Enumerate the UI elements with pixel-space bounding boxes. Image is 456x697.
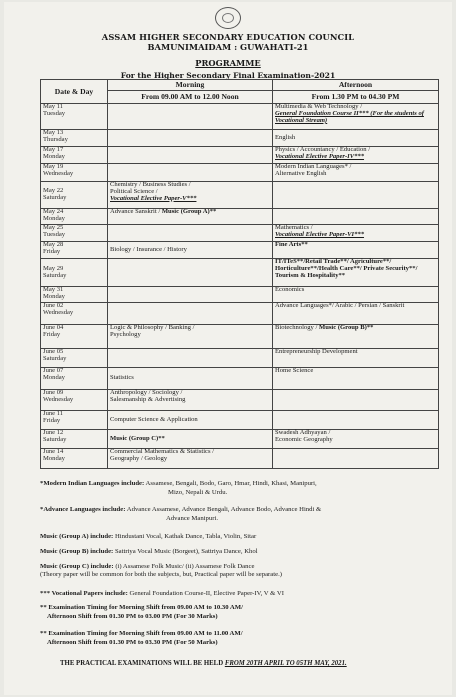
row-afternoon: Entrepreneurship Development bbox=[273, 349, 439, 368]
table-row bbox=[41, 164, 439, 182]
row-morning bbox=[108, 259, 273, 287]
row-morning bbox=[108, 225, 273, 242]
row-afternoon: Multimedia & Web Technology / General Foundation Course II*** (For the students of Vocational Stream) bbox=[273, 104, 439, 130]
row-date: June 04 Friday bbox=[41, 325, 108, 349]
row-afternoon: Biotechnology / Music (Group B)** bbox=[273, 325, 439, 349]
row-morning bbox=[108, 303, 273, 325]
practical-exam-footer: THE PRACTICAL EXAMINATIONS WILL BE HELD FROM 20TH APRIL TO 05TH MAY, 2021. bbox=[60, 660, 347, 667]
row-morning bbox=[108, 130, 273, 147]
row-morning: Anthropology / Sociology / Salesmanship & Advertising bbox=[108, 390, 273, 411]
row-date: May 17 Monday bbox=[41, 147, 108, 164]
row-morning: Advance Sanskrit / Music (Group A)** bbox=[108, 209, 273, 225]
row-afternoon: Home Science bbox=[273, 368, 439, 390]
row-date: May 31 Monday bbox=[41, 287, 108, 303]
header-afternoon: Afternoon bbox=[273, 80, 439, 91]
header-date-day: Date & Day bbox=[41, 80, 108, 104]
row-date: May 19 Wednesday bbox=[41, 164, 108, 182]
note-timing-50-marks: ** Examination Timing for Morning Shift from 09.00 AM to 11.00 AM/ Afternoon Shift from 01.30 PM to 03.30 PM (For 50 Marks) bbox=[40, 630, 243, 646]
row-date: June 12 Saturday bbox=[41, 430, 108, 449]
note-vocational-papers: *** Vocational Papers include: General Foundation Course-II, Elective Paper-IV, V & VI bbox=[40, 590, 284, 597]
note-music-group-b: Music (Group B) include: Sattriya Vocal Music (Borgeet), Sattriya Dance, Khol bbox=[40, 548, 258, 555]
row-morning bbox=[108, 147, 273, 164]
row-morning: Logic & Philosophy / Banking / Psychology bbox=[108, 325, 273, 349]
note-timing-30-marks: ** Examination Timing for Morning Shift from 09.00 AM to 10.30 AM/ Afternoon Shift from 01.30 PM to 03.00 PM (For 30 Marks) bbox=[40, 604, 243, 620]
row-afternoon bbox=[273, 182, 439, 209]
row-date: May 22 Saturday bbox=[41, 182, 108, 209]
note-music-group-c: Music (Group C) include: (i) Assamese Folk Music/ (ii) Assamese Folk Dance (Theory paper will be common for both the subjects, but, Practical paper will be separate.) bbox=[40, 563, 282, 579]
programme-subtitle: For the Higher Secondary Final Examination-2021 bbox=[120, 71, 336, 80]
row-date: May 13 Thursday bbox=[41, 130, 108, 147]
table-row bbox=[41, 411, 439, 430]
row-afternoon: Fine Arts** bbox=[273, 242, 439, 259]
table-row bbox=[41, 287, 439, 303]
table-row bbox=[41, 325, 439, 349]
row-date: June 09 Wednesday bbox=[41, 390, 108, 411]
header-afternoon-time: From 1.30 PM to 04.30 PM bbox=[273, 91, 439, 104]
table-row bbox=[41, 242, 439, 259]
row-date: May 24 Monday bbox=[41, 209, 108, 225]
note-music-group-a: Music (Group A) include: Hindustani Vocal, Kathak Dance, Tabla, Violin, Sitar bbox=[40, 533, 257, 540]
row-morning: Statistics bbox=[108, 368, 273, 390]
header-morning: Morning bbox=[108, 80, 273, 91]
row-morning: Commercial Mathematics & Statistics / Geography / Geology bbox=[108, 449, 273, 469]
note-advance-languages: *Advance Languages include: Advance Assamese, Advance Bengali, Advance Bodo, Advance Hindi & Advance Manipuri. bbox=[40, 506, 322, 523]
row-morning: Biology / Insurance / History bbox=[108, 242, 273, 259]
row-morning bbox=[108, 104, 273, 130]
row-afternoon bbox=[273, 390, 439, 411]
row-date: June 14 Monday bbox=[41, 449, 108, 469]
table-row bbox=[41, 449, 439, 469]
exam-schedule-table bbox=[40, 79, 439, 469]
row-afternoon: Swadesh Adhyayan / Economic Geography bbox=[273, 430, 439, 449]
row-date: June 07 Monday bbox=[41, 368, 108, 390]
note-modern-languages: *Modern Indian Languages include: Assamese, Bengali, Bodo, Garo, Hmar, Hindi, Khasi, Manipuri, Mizo, Nepali & Urdu. bbox=[40, 480, 317, 497]
table-row bbox=[41, 259, 439, 287]
table-row bbox=[41, 349, 439, 368]
row-morning bbox=[108, 164, 273, 182]
header-morning-time: From 09.00 AM to 12.00 Noon bbox=[108, 91, 273, 104]
row-afternoon: Mathematics / Vocational Elective Paper-VI*** bbox=[273, 225, 439, 242]
table-row bbox=[41, 209, 439, 225]
row-date: June 02 Wednesday bbox=[41, 303, 108, 325]
row-afternoon bbox=[273, 411, 439, 430]
row-afternoon bbox=[273, 449, 439, 469]
row-date: June 05 Saturday bbox=[41, 349, 108, 368]
row-date: May 25 Tuesday bbox=[41, 225, 108, 242]
row-morning: Chemistry / Business Studies / Political Science / Vocational Elective Paper-V*** bbox=[108, 182, 273, 209]
council-seal-icon bbox=[215, 7, 241, 29]
row-afternoon: Economics bbox=[273, 287, 439, 303]
row-afternoon: IT/ITeS**/Retail Trade**/ Agriculture**/ Horticulture**/Health Care**/ Private Security**/ Tourism & Hospitality** bbox=[273, 259, 439, 287]
row-afternoon bbox=[273, 209, 439, 225]
row-date: May 29 Saturday bbox=[41, 259, 108, 287]
table-row bbox=[41, 104, 439, 130]
row-afternoon: Physics / Accountancy / Education / Vocational Elective Paper-IV*** bbox=[273, 147, 439, 164]
row-date: May 11 Tuesday bbox=[41, 104, 108, 130]
row-date: June 11 Friday bbox=[41, 411, 108, 430]
row-morning bbox=[108, 287, 273, 303]
council-address: BAMUNIMAIDAM : GUWAHATI-21 bbox=[147, 42, 309, 52]
programme-heading: PROGRAMME bbox=[195, 58, 261, 68]
row-morning: Computer Science & Application bbox=[108, 411, 273, 430]
row-afternoon: English bbox=[273, 130, 439, 147]
row-afternoon: Advance Languages*/ Arabic / Persian / Sanskrit bbox=[273, 303, 439, 325]
table-row bbox=[41, 147, 439, 164]
table-row bbox=[41, 390, 439, 411]
row-morning: Music (Group C)** bbox=[108, 430, 273, 449]
table-row bbox=[41, 303, 439, 325]
table-row bbox=[41, 130, 439, 147]
table-row bbox=[41, 182, 439, 209]
table-row bbox=[41, 225, 439, 242]
table-row bbox=[41, 368, 439, 390]
row-morning bbox=[108, 349, 273, 368]
council-title: ASSAM HIGHER SECONDARY EDUCATION COUNCIL bbox=[101, 32, 355, 42]
row-date: May 28 Friday bbox=[41, 242, 108, 259]
row-afternoon: Modern Indian Languages* / Alternative English bbox=[273, 164, 439, 182]
table-row bbox=[41, 430, 439, 449]
